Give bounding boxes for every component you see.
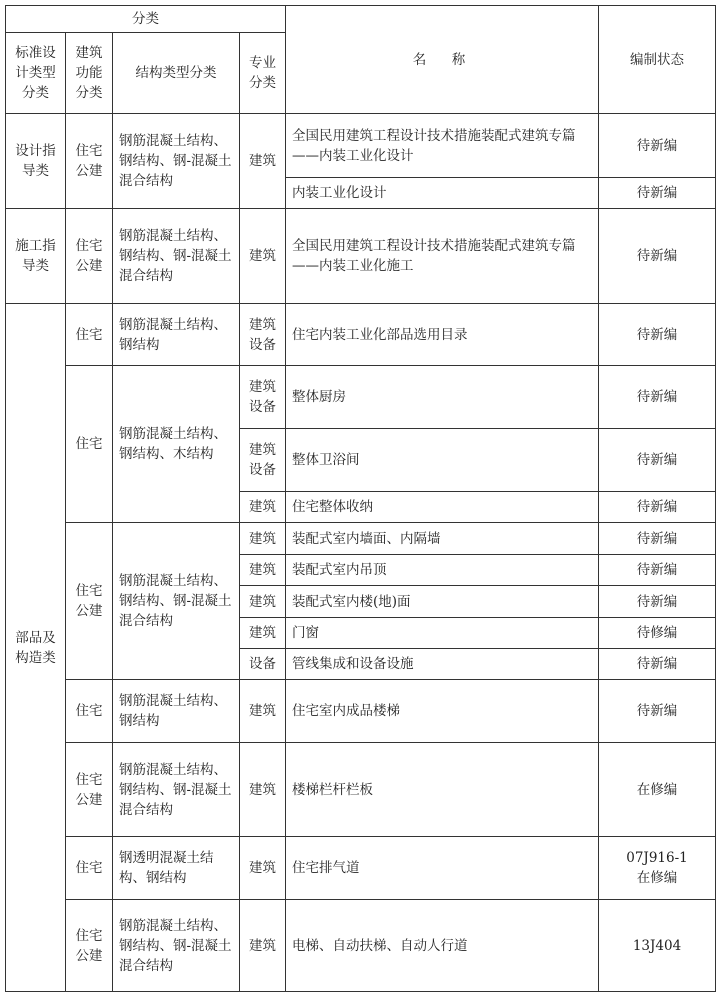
header-spec: 专业分类	[240, 33, 286, 114]
header-status: 编制状态	[599, 6, 716, 114]
spec-cell: 建筑	[240, 209, 286, 304]
spec-cell: 建筑	[240, 114, 286, 209]
func-cell: 住宅公建	[66, 209, 113, 304]
struct-cell: 钢筋混凝土结构、钢结构、钢-混凝土混合结构	[113, 209, 240, 304]
group-parts: 部品及构造类	[6, 304, 66, 992]
func-cell: 住宅公建	[66, 900, 113, 992]
name-cell: 整体卫浴间	[286, 429, 599, 492]
name-cell: 门窗	[286, 618, 599, 649]
table-row	[6, 209, 716, 304]
status-cell: 待新编	[599, 178, 716, 209]
status-cell: 在修编	[599, 743, 716, 837]
spec-cell: 建筑	[240, 586, 286, 618]
struct-cell: 钢筋混凝土结构、钢结构	[113, 304, 240, 366]
func-cell: 住宅公建	[66, 523, 113, 680]
table-row	[6, 114, 716, 178]
name-cell: 楼梯栏杆栏板	[286, 743, 599, 837]
status-cell	[599, 837, 716, 900]
status-cell: 待新编	[599, 649, 716, 680]
spec-cell: 建筑	[240, 743, 286, 837]
spec-cell: 建筑	[240, 492, 286, 523]
func-cell: 住宅	[66, 366, 113, 523]
func-cell: 住宅	[66, 304, 113, 366]
struct-cell: 钢筋混凝土结构、钢结构、钢-混凝土混合结构	[113, 523, 240, 680]
table-row	[6, 837, 716, 900]
struct-cell: 钢透明混凝土结构、钢结构	[113, 837, 240, 900]
name-cell: 电梯、自动扶梯、自动人行道	[286, 900, 599, 992]
spec-cell: 建筑	[240, 618, 286, 649]
spec-cell: 设备	[240, 649, 286, 680]
name-cell: 住宅排气道	[286, 837, 599, 900]
spec-cell: 建筑	[240, 900, 286, 992]
name-cell: 住宅内装工业化部品选用目录	[286, 304, 599, 366]
spec-cell: 建筑	[240, 680, 286, 743]
func-cell: 住宅	[66, 680, 113, 743]
spec-cell: 建筑设备	[240, 366, 286, 429]
status-cell: 待修编	[599, 618, 716, 649]
header-struct: 结构类型分类	[113, 33, 240, 114]
func-cell: 住宅公建	[66, 743, 113, 837]
status-cell: 待新编	[599, 680, 716, 743]
status-cell: 待新编	[599, 304, 716, 366]
spec-cell: 建筑设备	[240, 304, 286, 366]
name-cell: 装配式室内吊顶	[286, 555, 599, 586]
table-row	[6, 304, 716, 366]
status-text: 在修编	[636, 870, 678, 886]
header-group-label: 分类	[6, 6, 286, 33]
struct-cell: 钢筋混凝土结构、钢结构、钢-混凝土混合结构	[113, 900, 240, 992]
name-cell: 装配式室内楼(地)面	[286, 586, 599, 618]
spec-cell: 建筑	[240, 837, 286, 900]
header-type: 标准设计类型分类	[6, 33, 66, 114]
status-cell: 待新编	[599, 429, 716, 492]
struct-cell: 钢筋混凝土结构、钢结构	[113, 680, 240, 743]
standards-table	[5, 5, 716, 992]
table-row	[6, 743, 716, 837]
table-row	[6, 523, 716, 555]
status-cell: 13J404	[599, 900, 716, 992]
name-cell: 住宅整体收纳	[286, 492, 599, 523]
spec-cell: 建筑设备	[240, 429, 286, 492]
name-cell: 管线集成和设备设施	[286, 649, 599, 680]
func-cell: 住宅	[66, 837, 113, 900]
struct-cell: 钢筋混凝土结构、钢结构、钢-混凝土混合结构	[113, 743, 240, 837]
status-cell: 待新编	[599, 492, 716, 523]
status-cell: 待新编	[599, 586, 716, 618]
name-cell: 装配式室内墙面、内隔墙	[286, 523, 599, 555]
struct-cell: 钢筋混凝土结构、钢结构、木结构	[113, 366, 240, 523]
name-cell: 全国民用建筑工程设计技术措施装配式建筑专篇——内装工业化施工	[286, 209, 599, 304]
name-cell: 整体厨房	[286, 366, 599, 429]
header-func: 建筑功能分类	[66, 33, 113, 114]
group-design: 设计指导类	[6, 114, 66, 209]
status-cell: 待新编	[599, 209, 716, 304]
status-cell: 待新编	[599, 366, 716, 429]
name-cell: 内装工业化设计	[286, 178, 599, 209]
table-row	[6, 900, 716, 992]
status-cell: 待新编	[599, 523, 716, 555]
name-cell: 全国民用建筑工程设计技术措施装配式建筑专篇——内装工业化设计	[286, 114, 599, 178]
table-row	[6, 680, 716, 743]
status-cell: 待新编	[599, 114, 716, 178]
func-cell: 住宅公建	[66, 114, 113, 209]
name-cell: 住宅室内成品楼梯	[286, 680, 599, 743]
header-name: 名 称	[286, 6, 599, 114]
status-cell: 待新编	[599, 555, 716, 586]
group-construction: 施工指导类	[6, 209, 66, 304]
struct-cell: 钢筋混凝土结构、钢结构、钢-混凝土混合结构	[113, 114, 240, 209]
spec-cell: 建筑	[240, 555, 286, 586]
status-code: 07J916-1	[626, 850, 688, 866]
spec-cell: 建筑	[240, 523, 286, 555]
table-row	[6, 366, 716, 429]
